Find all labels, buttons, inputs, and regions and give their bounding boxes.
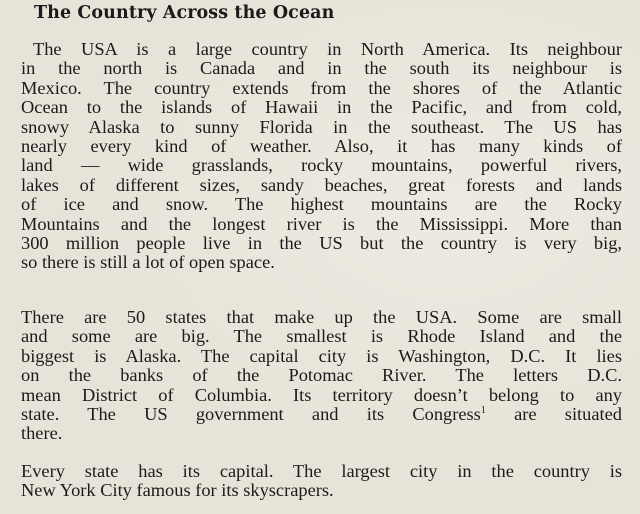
text-line: The USA is a large country in North America. Its neighbour xyxy=(33,39,622,59)
page-title: The Country Across the Ocean xyxy=(34,3,335,23)
text-line: land — wide grasslands, rocky mountains, powerful rivers, xyxy=(21,155,622,176)
footnote-mark: 1 xyxy=(480,404,486,416)
text-line: there. xyxy=(21,423,63,444)
text-line: in the north is Canada and in the south its neighbour is xyxy=(21,58,622,79)
paragraph-usa-capitals xyxy=(21,462,622,501)
text-line: lakes of different sizes, sandy beaches, great forests and lands xyxy=(21,174,622,195)
text-line: Every state has its capital. The largest city in the country is xyxy=(21,461,622,481)
text-line: mean District of Columbia. Its territory doesn’t belong to any xyxy=(21,384,622,405)
text-line: Ocean to the islands of Hawaii in the Pacific, and from cold, xyxy=(21,97,622,118)
text-line: Mexico. The country extends from the shores of the Atlantic xyxy=(21,77,622,98)
text-segment: state. The US government and its Congress xyxy=(21,404,481,425)
text-line: New York City famous for its skyscrapers. xyxy=(21,480,334,501)
text-line: Mountains and the longest river is the Mississippi. More than xyxy=(21,213,622,234)
text-line: 300 million people live in the US but the country is very big, xyxy=(21,233,622,254)
paragraph-usa-states xyxy=(21,308,622,444)
text-line: so there is still a lot of open space. xyxy=(21,252,275,273)
text-line: nearly every kind of weather. Also, it has many kinds of xyxy=(21,136,622,157)
text-line-with-footnote xyxy=(21,405,622,424)
paragraph-usa-geography xyxy=(21,40,622,273)
text-line: on the banks of the Potomac River. The letters D.C. xyxy=(21,365,622,386)
text-line: snowy Alaska to sunny Florida in the southeast. The US has xyxy=(21,116,622,137)
text-line: There are 50 states that make up the USA. Some are small xyxy=(21,307,622,327)
text-line: and some are big. The smallest is Rhode Island and the xyxy=(21,326,622,347)
text-line: of ice and snow. The highest mountains are the Rocky xyxy=(21,194,622,215)
text-segment: are situated xyxy=(485,404,622,425)
text-line: biggest is Alaska. The capital city is Washington, D.C. It lies xyxy=(21,345,622,366)
